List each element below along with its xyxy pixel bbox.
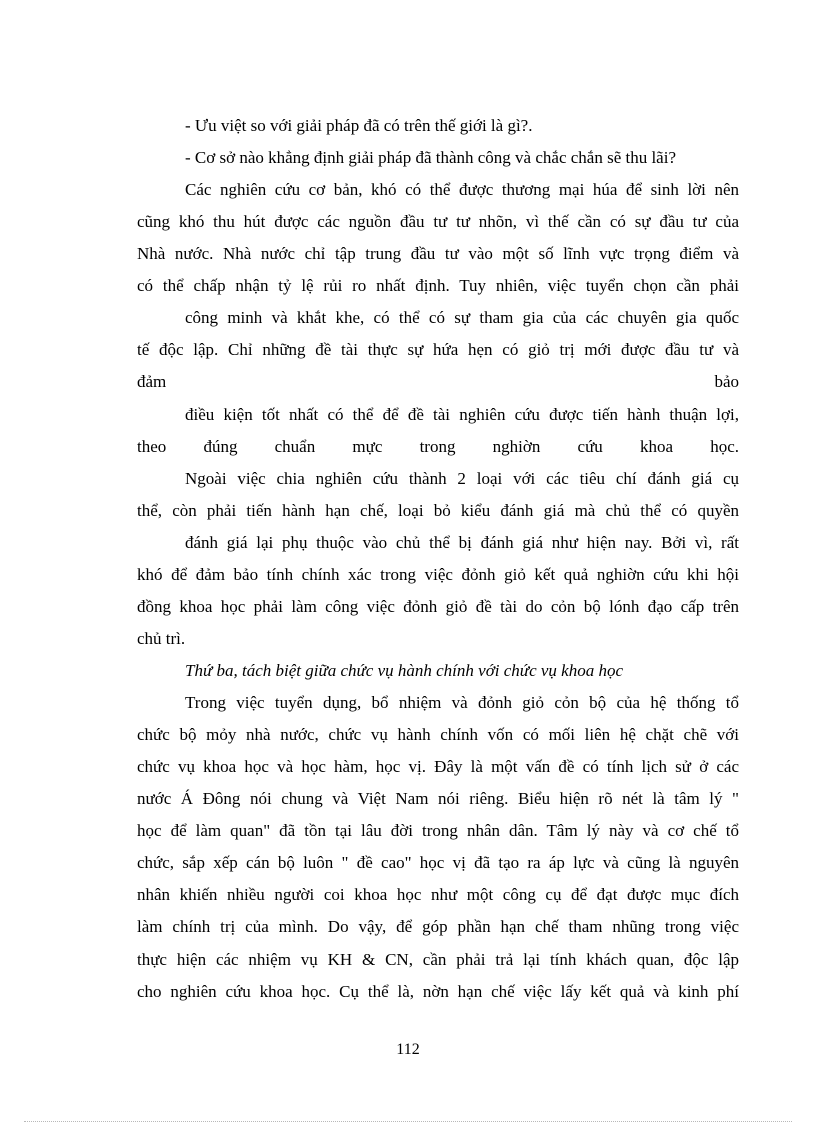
text-line: Nhà nước. Nhà nước chỉ tập trung đầu tư vào một số lĩnh vực trọng điểm và bbox=[137, 244, 739, 263]
text-line: khó để đảm bảo tính chính xác trong việc đỏnh giỏ kết quả nghiờn cứu khi hội bbox=[137, 565, 739, 584]
text-line: nước Á Đông nói chung và Việt Nam nói riêng. Biểu hiện rõ nét là tâm lý " bbox=[137, 789, 739, 808]
text-line: có thể chấp nhận tỷ lệ rủi ro nhất định. Tuy nhiên, việc tuyển chọn cần phải bbox=[137, 276, 739, 295]
text-line: - Cơ sở nào khẳng định giải pháp đã thành công và chắc chắn sẽ thu lãi? bbox=[185, 148, 676, 167]
text-line: học để làm quan" đã tồn tại lâu đời trong nhân dân. Tâm lý này và cơ chế tổ bbox=[137, 821, 739, 840]
text-line: cho nghiên cứu khoa học. Cụ thể là, nờn hạn chế việc lấy kết quả và kinh phí bbox=[137, 982, 739, 1001]
text-line: đánh giá lại phụ thuộc vào chủ thể bị đánh giá như hiện nay. Bởi vì, rất bbox=[185, 533, 739, 552]
text-line: làm chính trị của mình. Do vậy, để góp phần hạn chế tham nhũng trong việc bbox=[137, 917, 739, 936]
text-line: tế độc lập. Chỉ những đề tài thực sự hứa hẹn có giỏ trị mới được đầu tư và bbox=[137, 340, 739, 359]
page-bottom-divider bbox=[24, 1121, 792, 1122]
text-line: cũng khó thu hút được các nguồn đầu tư tư nhõn, vì thế cần có sự đầu tư của bbox=[137, 212, 739, 231]
text-line: theo đúng chuẩn mực trong nghiờn cứu khoa học. bbox=[137, 437, 739, 456]
text-line: Trong việc tuyển dụng, bổ nhiệm và đỏnh giỏ cỏn bộ của hệ thống tổ bbox=[185, 693, 739, 712]
text-line: thực hiện các nhiệm vụ KH & CN, cần phải trả lại tính khách quan, độc lập bbox=[137, 950, 739, 969]
text-line: đảm bảo bbox=[137, 372, 739, 391]
section-heading: Thứ ba, tách biệt giữa chức vụ hành chính với chức vụ khoa học bbox=[185, 661, 623, 680]
text-line: đồng khoa học phải làm công việc đỏnh giỏ đề tài do cỏn bộ lónh đạo cấp trên bbox=[137, 597, 739, 616]
text-line: thể, còn phải tiến hành hạn chế, loại bỏ kiểu đánh giá mà chủ thể có quyền bbox=[137, 501, 739, 520]
text-line: Ngoài việc chia nghiên cứu thành 2 loại với các tiêu chí đánh giá cụ bbox=[185, 469, 739, 488]
text-line: chủ trì. bbox=[137, 629, 186, 648]
text-line: chức, sắp xếp cán bộ luôn " đề cao" học vị đã tạo ra áp lực và cũng là nguyên bbox=[137, 853, 739, 872]
text-line: Các nghiên cứu cơ bản, khó có thể được thương mại húa để sinh lời nên bbox=[185, 180, 739, 199]
text-line: nhân khiến nhiều người coi khoa học như một công cụ để đạt được mục đích bbox=[137, 885, 739, 904]
text-line: chức vụ khoa học và học hàm, học vị. Đây là một vấn đề có tính lịch sử ở các bbox=[137, 757, 739, 776]
text-line: - Ưu việt so với giải pháp đã có trên thế giới là gì?. bbox=[185, 116, 533, 135]
text-line: công minh và khắt khe, có thể có sự tham gia của các chuyên gia quốc bbox=[185, 308, 739, 327]
page-number: 112 bbox=[396, 1041, 420, 1058]
text-line: điều kiện tốt nhất có thể để đề tài nghiên cứu được tiến hành thuận lợi, bbox=[185, 405, 739, 424]
text-line: chức bộ mỏy nhà nước, chức vụ hành chính vốn có mối liên hệ chặt chẽ với bbox=[137, 725, 739, 744]
